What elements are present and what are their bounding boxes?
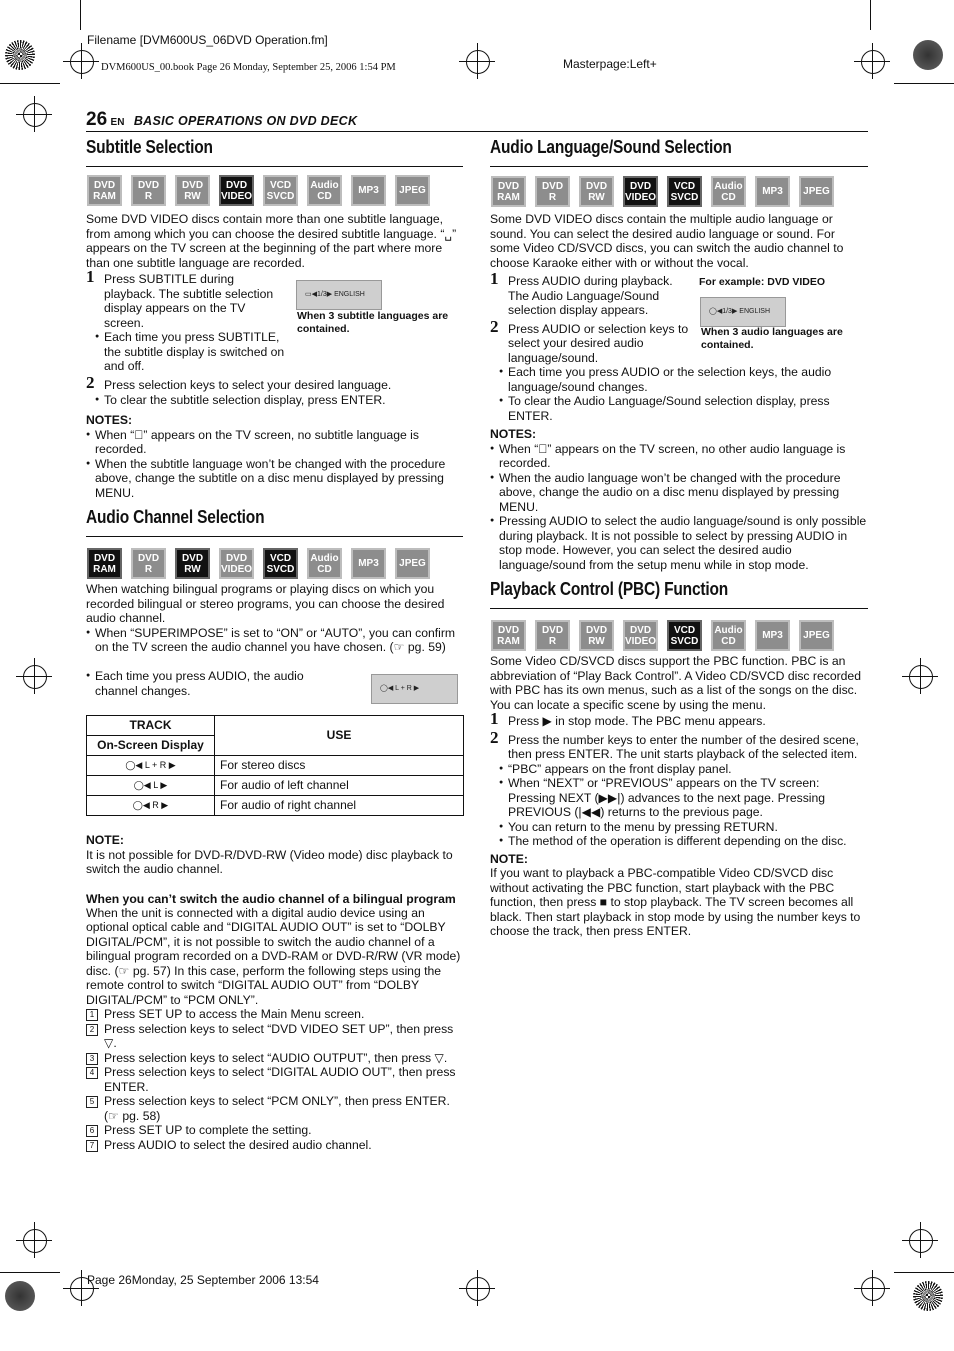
audio-channel-intro: When watching bilingual programs or playing discs on which you recorded bilingual or stereo programs, you can choose the desired audio channel.: [86, 582, 445, 625]
crosshair-mark: [909, 665, 933, 689]
disc-type-icons: [87, 548, 430, 579]
section-rule: [86, 536, 463, 537]
note-item: ● When the subtitle language won’t be changed with the procedure above, change the subtitle on a disc menu displayed by pressing MENU.: [86, 457, 464, 501]
disc-type-icons: [491, 620, 834, 651]
table-row: ◯◀ L + R ▶ For stereo discs: [87, 756, 464, 776]
step-2: 2 Press selection keys to select your desired language.: [86, 373, 392, 392]
example-label: For example: DVD VIDEO: [699, 276, 826, 288]
audio-language-intro: Some DVD VIDEO discs contain the multiple audio language or sound. You can select the desired audio language or sound. For some Video CD/SVCD discs, you can switch the audio channel to choose Karaoke either with or without the vocal.: [490, 212, 844, 270]
note-label: NOTE:: [86, 833, 124, 847]
book-info: DVM600US_00.book Page 26 Monday, September 25, 2006 1:54 PM: [101, 62, 396, 73]
crosshair-mark: [466, 1277, 490, 1301]
substep: 6 Press SET UP to complete the setting.: [86, 1123, 464, 1138]
disc-badge-icon: Audio CD: [307, 175, 342, 206]
disc-badge-icon: JPEG: [395, 548, 430, 579]
section-heading-audio-channel: Audio Channel Selection: [86, 507, 265, 527]
substep: 3 Press selection keys to select “AUDIO OUTPUT”, then press ▽.: [86, 1051, 464, 1066]
crosshair-mark: [909, 1229, 933, 1253]
disc-badge-icon: DVD RAM: [491, 620, 526, 651]
disc-badge-icon: DVD VIDEO: [623, 176, 658, 207]
registration-rosette: [913, 1281, 943, 1311]
disc-badge-icon: DVD RW: [175, 175, 210, 206]
disc-badge-icon: DVD R: [131, 548, 166, 579]
crop-line: [870, 0, 871, 30]
language-code: EN: [110, 117, 125, 128]
step-2: 2 Press the number keys to enter the number of the desired scene, then press ENTER. The unit starts playback of the selected item.: [490, 727, 859, 761]
masterpage-label: Masterpage:Left+: [563, 57, 657, 71]
audio-icon: ◯◀: [380, 684, 396, 692]
audio-icon: ◯◀: [132, 800, 153, 811]
registration-rosette: [5, 1281, 35, 1311]
disc-badge-icon: DVD RW: [175, 548, 210, 579]
disc-badge-icon: VCD SVCD: [667, 176, 702, 207]
list-item: ● When “SUPERIMPOSE” is set to “ON” or “AUTO”, you can confirm on the TV screen the audio channel you have chosen. (☞ pg. 59): [86, 626, 464, 655]
page-header: [86, 109, 358, 131]
note-label: NOTE:: [490, 851, 528, 866]
step-1: 1 Press AUDIO during playback. The Audio Language/Sound selection display appears.: [490, 269, 673, 317]
disc-badge-icon: MP3: [351, 548, 386, 579]
list-item: ● You can return to the menu by pressing RETURN.: [499, 820, 868, 835]
disc-badge-icon: VCD SVCD: [667, 620, 702, 651]
section-rule: [490, 608, 868, 609]
disc-badge-icon: DVD VIDEO: [219, 548, 254, 579]
audio-channel-table: [86, 715, 464, 816]
disc-badge-icon: DVD R: [535, 620, 570, 651]
step-1: 1 Press ▶ in stop mode. The PBC menu appears.: [490, 709, 766, 728]
table-row: ◯◀ L ▶ For audio of left channel: [87, 776, 464, 796]
crop-line: [0, 1272, 60, 1273]
substep: 4 Press selection keys to select “DIGITAL AUDIO OUT”, then press ENTER.: [86, 1065, 464, 1094]
substep: 2 Press selection keys to select “DVD VIDEO SET UP”, then press ▽.: [86, 1022, 464, 1051]
disc-badge-icon: JPEG: [395, 175, 430, 206]
disc-badge-icon: JPEG: [799, 176, 834, 207]
note-text: It is not possible for DVD-R/DVD-RW (Video mode) disc playback to switch the audio channel.: [86, 847, 453, 876]
disc-badge-icon: DVD RW: [579, 176, 614, 207]
audio-channel-osd: ◯◀ L + R ▶: [371, 674, 458, 704]
table-row: ◯◀ R ▶ For audio of right channel: [87, 796, 464, 816]
notes-label: NOTES:: [86, 413, 133, 427]
registration-rosette: [5, 40, 35, 70]
crosshair-mark: [70, 50, 94, 74]
crop-line: [0, 83, 60, 84]
list-item: ● “PBC” appears on the front display panel.: [499, 762, 868, 777]
audio-language-osd: ◯◀1/3▶ ENGLISH: [700, 297, 786, 327]
table-header-use: USE: [215, 716, 464, 756]
subtitle-osd: ▭◀1/3▶ ENGLISH: [296, 280, 382, 310]
list-item: ● When “NEXT” or “PREVIOUS” appears on the TV screen: Pressing NEXT (▶▶|) advances to the next page. Pressing PREVIOUS (|◀◀) returns to the previous page.: [499, 776, 868, 820]
list-item: ● Each time you press AUDIO or the selection keys, the audio language/sound changes.: [499, 365, 868, 394]
disc-badge-icon: Audio CD: [711, 176, 746, 207]
disc-badge-icon: DVD R: [131, 175, 166, 206]
disc-badge-icon: MP3: [351, 175, 386, 206]
step-1: 1 Press SUBTITLE during playback. The subtitle selection display appears on the TV screen.: [86, 267, 274, 330]
crosshair-mark: [861, 50, 885, 74]
disc-badge-icon: DVD RAM: [491, 176, 526, 207]
list-item: ● To clear the subtitle selection display, press ENTER.: [95, 393, 464, 408]
subtitle-intro: Some DVD VIDEO discs contain more than one subtitle language, from among which you can choose the desired subtitle language. “␣” appears on the TV screen at the beginning of the part where more than one subtitle language are recorded.: [86, 212, 457, 270]
substep: 1 Press SET UP to access the Main Menu screen.: [86, 1007, 464, 1022]
disc-badge-icon: DVD RAM: [87, 175, 122, 206]
step-text: Press SUBTITLE during playback. The subtitle selection display appears on the TV screen.: [104, 272, 274, 330]
disc-type-icons: [87, 175, 430, 206]
disc-badge-icon: DVD RW: [579, 620, 614, 651]
note-item: ● When the audio language won’t be changed with the procedure above, change the audio on a disc menu displayed by pressing MENU.: [490, 471, 868, 515]
section-heading-subtitle: Subtitle Selection: [86, 137, 213, 157]
crosshair-mark: [23, 103, 47, 127]
sub-heading: When you can’t switch the audio channel of a bilingual program: [86, 891, 456, 906]
notes-label: NOTES:: [490, 427, 537, 441]
pbc-intro: Some Video CD/SVCD discs support the PBC function. PBC is an abbreviation of “Play Back Control”. A Video CD/SVCD disc recorded with PBC has its own menus, such as a list of the songs on the disc. You can locate a specific scene by using the menu.: [490, 654, 861, 712]
list-item: ● The method of the operation is different depending on the disc.: [499, 834, 868, 849]
disc-type-icons: [491, 176, 834, 207]
disc-badge-icon: DVD RAM: [87, 548, 122, 579]
disc-badge-icon: VCD SVCD: [263, 175, 298, 206]
step-2: 2 Press AUDIO or selection keys to select your desired audio language/sound.: [490, 316, 689, 365]
note-item: ● Pressing AUDIO to select the audio language/sound is only possible during playback. It is not possible to select by pressing AUDIO in stop mode. However, you can select the desired audio language/sound from the setup menu while in stop mode.: [490, 514, 868, 572]
footer-timestamp: Page 26Monday, 25 September 2006 13:54: [87, 1273, 319, 1287]
disc-badge-icon: Audio CD: [307, 548, 342, 579]
list-item: ● To clear the Audio Language/Sound selection display, press ENTER.: [499, 394, 868, 423]
note-item: ● When “⃠” appears on the TV screen, no other audio language is recorded.: [490, 442, 868, 471]
note-item: ● When “⃠” appears on the TV screen, no subtitle language is recorded.: [86, 428, 464, 457]
crop-line: [80, 0, 81, 30]
section-heading-pbc: Playback Control (PBC) Function: [490, 579, 729, 599]
disc-badge-icon: VCD SVCD: [263, 548, 298, 579]
substep: 5 Press selection keys to select “PCM ONLY”, then press ENTER. (☞ pg. 58): [86, 1094, 464, 1123]
subtitle-icon: ▭◀1/3▶: [305, 290, 335, 298]
crop-line: [894, 83, 954, 84]
header-rule: [86, 131, 868, 132]
crop-line: [894, 1272, 954, 1273]
crosshair-mark: [466, 50, 490, 74]
list-item: ● Each time you press AUDIO, the audio channel changes.: [86, 669, 336, 698]
chapter-title: BASIC OPERATIONS ON DVD DECK: [133, 114, 358, 128]
disc-badge-icon: JPEG: [799, 620, 834, 651]
table-header-osd: On-Screen Display: [87, 736, 215, 756]
table-header-track: TRACK: [87, 716, 215, 736]
osd-caption: When 3 audio languages are contained.: [701, 326, 843, 351]
section-rule: [86, 166, 463, 167]
disc-badge-icon: MP3: [755, 176, 790, 207]
disc-badge-icon: Audio CD: [711, 620, 746, 651]
section-heading-audio-language: Audio Language/Sound Selection: [490, 137, 732, 157]
list-item: ● Each time you press SUBTITLE, the subtitle display is switched on and off.: [95, 330, 286, 374]
crosshair-mark: [23, 665, 47, 689]
crosshair-mark: [861, 1277, 885, 1301]
note-text: If you want to playback a PBC-compatible Video CD/SVCD disc without activating the PBC function, start playback with the PBC function, then press ■ to stop playback. The TV screen becomes all black. Then start playback in stop mode by using the number keys to choose the track, then press ENTER.: [490, 866, 861, 938]
audio-icon: ◯◀: [133, 780, 154, 791]
disc-badge-icon: DVD VIDEO: [219, 175, 254, 206]
audio-icon: ◯◀: [125, 760, 145, 771]
filename-label: Filename [DVM600US_06DVD Operation.fm]: [87, 33, 328, 47]
sub-text: When the unit is connected with a digital audio device using an optional optical cable and “DIGITAL AUDIO OUT” is set to “DOLBY DIGITAL/PCM”, it is not possible to switch the audio channel of a bilingual program recorded on a DVD-RAM or DVD-R/RW (VR mode) disc. (☞ pg. 57) In this case, perform the following steps using the remote control to switch “DIGITAL AUDIO OUT” from “DOLBY DIGITAL/PCM” to “PCM ONLY”.: [86, 905, 461, 1007]
crosshair-mark: [23, 1229, 47, 1253]
registration-rosette: [913, 40, 943, 70]
audio-icon: ◯◀1/3▶: [709, 307, 740, 315]
substep: 7 Press AUDIO to select the desired audio channel.: [86, 1138, 464, 1153]
disc-badge-icon: DVD R: [535, 176, 570, 207]
osd-caption: When 3 subtitle languages are contained.: [297, 310, 449, 335]
disc-badge-icon: DVD VIDEO: [623, 620, 658, 651]
page-number: 26: [86, 109, 108, 130]
disc-badge-icon: MP3: [755, 620, 790, 651]
section-rule: [490, 166, 868, 167]
